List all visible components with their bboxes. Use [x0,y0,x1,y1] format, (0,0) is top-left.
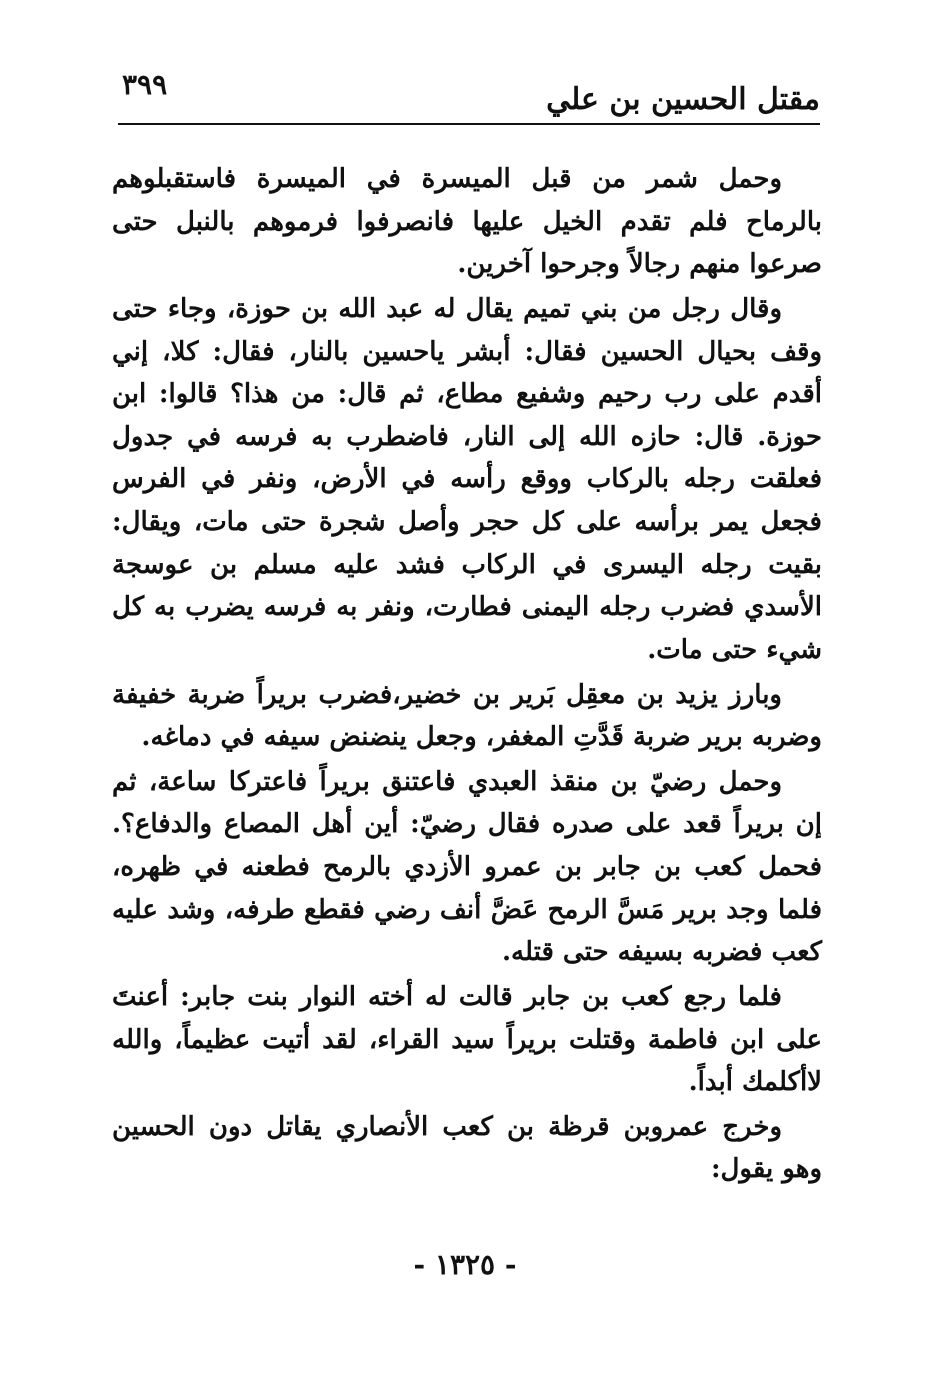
paragraph: وبارز يزيد بن معقِل بَرير بن خضير،فضرب بريراً ضربة خفيفة وضربه برير ضربة قَدَّتِ المغفر، وجعل ينضنض سيفه في دماغه. [112,679,822,753]
paragraph: وقال رجل من بني تميم يقال له عبد الله بن حوزة، وجاء حتى وقف بحيال الحسين فقال: أبشر ياحسين بالنار، فقال: كلا، إني أقدم على رب رحيم وشفيع مطاع، ثم قال: من هذا؟ قالوا: ابن حوزة. قال: حازه الله إلى النار، فاضطرب به فرسه في جدول فعلقت رجله بالركاب ووقع رأسه في الأرض، ونفر في الفرس فجعل يمر برأسه على كل حجر وأصل شجرة حتى مات، ويقال: بقيت رجله اليسرى في الركاب فشد عليه مسلم بن عوسجة الأسدي فضرب رجله اليمنى فطارت، ونفر به فرسه يضرب به كل شيء حتى مات. [112,293,822,665]
body-text [112,158,822,1191]
running-title: مقتل الحسين بن علي [546,82,820,117]
page-footer-folio: - ١٣٢٥ - [413,1248,517,1281]
paragraph: وحمل شمر من قبل الميسرة في الميسرة فاستقبلوهم بالرماح فلم تقدم الخيل عليها فانصرفوا فرموهم بالنبل حتى صرعوا منهم رجالاً وجرحوا آخرين. [112,164,822,280]
page-number: ٣٩٩ [122,68,168,101]
paragraph: وحمل رضيّ بن منقذ العبدي فاعتنق بريراً فاعتركا ساعة، ثم إن بريراً قعد على صدره فقال رضيّ: أين أهل المصاع والدفاع؟. فحمل كعب بن جابر بن عمرو الأزدي بالرمح فطعنه في ظهره، فلما وجد برير مَسَّ الرمح عَضَّ أنف رضي فقطع طرفه، وشد عليه كعب فضربه بسيفه حتى قتله. [112,766,822,968]
paragraph: فلما رجع كعب بن جابر قالت له أخته النوار بنت جابر: أعنتَ على ابن فاطمة وقتلت بريراً سيد القراء، لقد أتيت عظيماً، والله لاأكلمك أبداً. [112,981,822,1098]
header-rule [118,123,820,125]
page-header [118,60,820,122]
paragraph: وخرج عمروبن قرظة بن كعب الأنصاري يقاتل دون الحسين وهو يقول: [112,1111,822,1185]
